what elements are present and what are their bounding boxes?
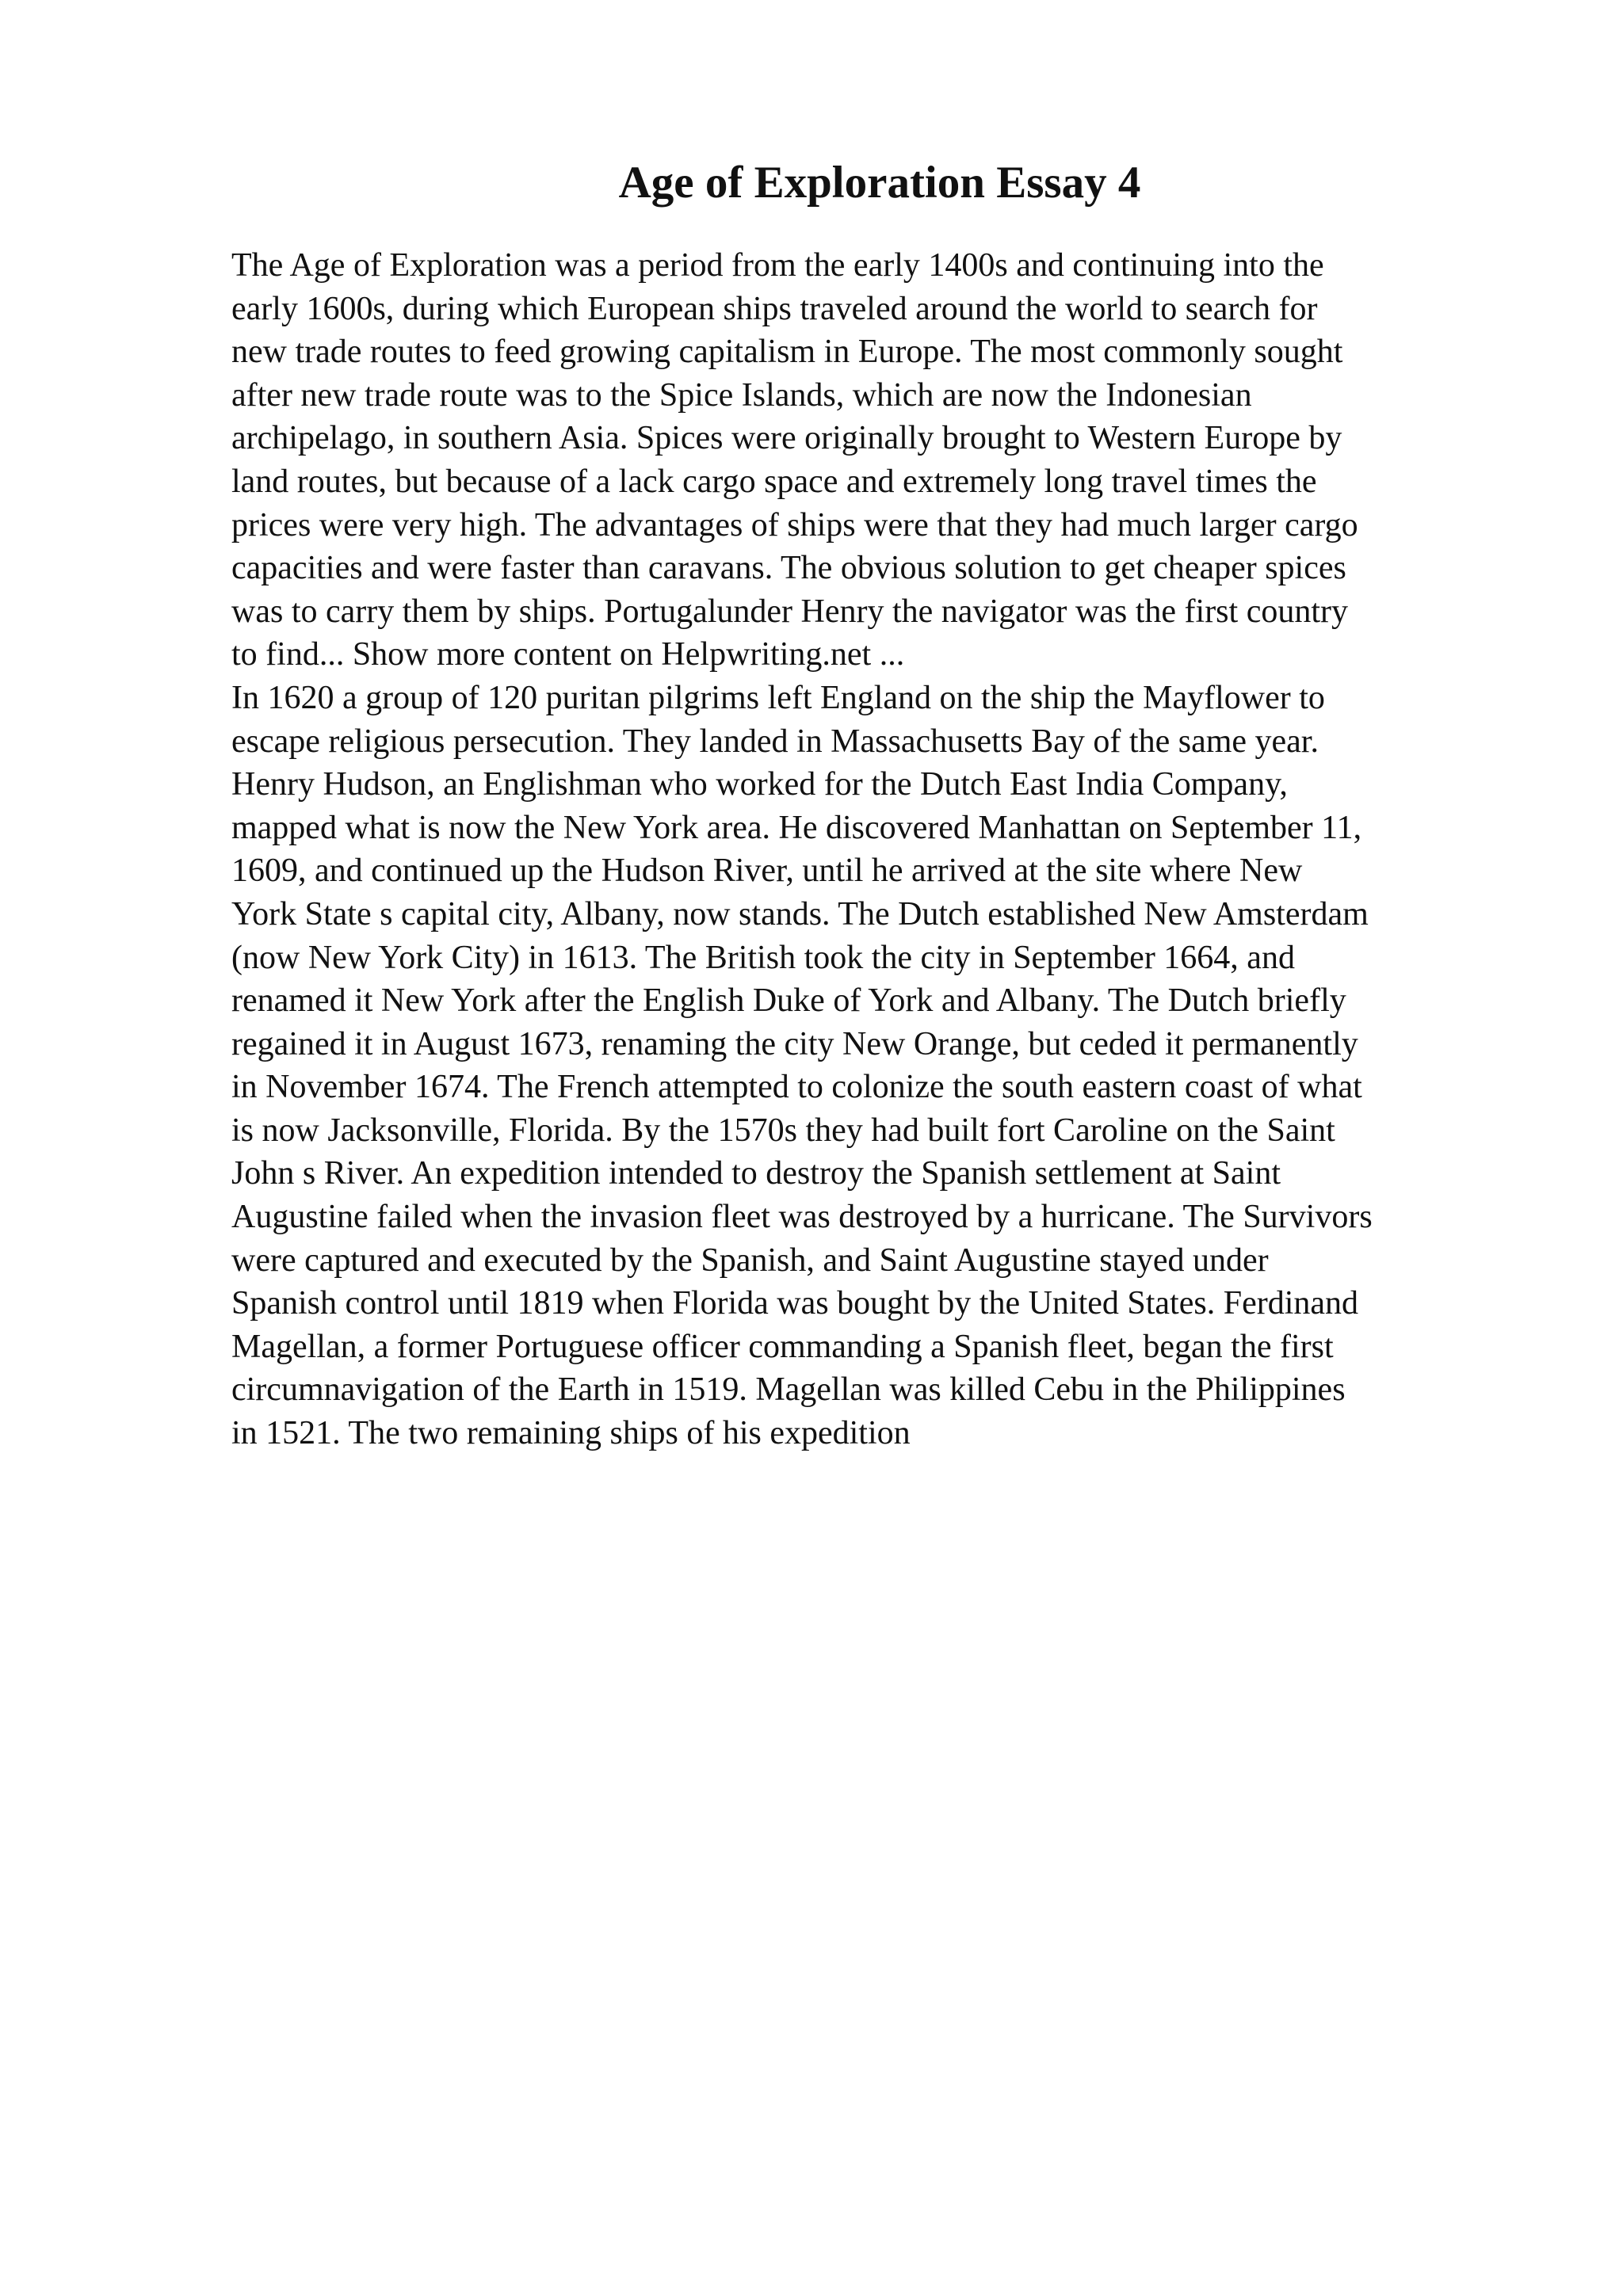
text-line: John s River. An expedition intended to destroy the Spanish settlement at Saint xyxy=(231,1155,1281,1192)
text-line: escape religious persecution. They landed in Massachusetts Bay of the same year. xyxy=(231,723,1319,760)
text-line: early 1600s, during which European ships traveled around the world to search for xyxy=(231,290,1318,327)
text-line: in 1521. The two remaining ships of his expedition xyxy=(231,1415,911,1452)
paragraph-2 xyxy=(231,677,1531,1455)
text-line: York State s capital city, Albany, now stands. The Dutch established New Amsterdam xyxy=(231,895,1369,933)
text-line: regained it in August 1673, renaming the city New Orange, but ceded it permanently xyxy=(231,1025,1358,1062)
text-line: archipelago, in southern Asia. Spices were originally brought to Western Europe by xyxy=(231,420,1342,457)
text-line: Magellan, a former Portuguese officer commanding a Spanish fleet, began the first xyxy=(231,1328,1334,1365)
text-line: (now New York City) in 1613. The British took the city in September 1664, and xyxy=(231,939,1295,976)
document-body xyxy=(231,244,1531,1455)
text-line: capacities and were faster than caravans. The obvious solution to get cheaper spices xyxy=(231,550,1346,587)
text-line: mapped what is now the New York area. He discovered Manhattan on September 11, xyxy=(231,809,1362,846)
text-line: renamed it New York after the English Duke of York and Albany. The Dutch briefly xyxy=(231,982,1346,1020)
text-line: is now Jacksonville, Florida. By the 1570s they had built fort Caroline on the Saint xyxy=(231,1112,1335,1149)
text-line: new trade routes to feed growing capitalism in Europe. The most commonly sought xyxy=(231,334,1343,371)
text-line: was to carry them by ships. Portugalunder Henry the navigator was the first country xyxy=(231,593,1348,630)
paragraph-1 xyxy=(231,244,1531,677)
document-title: Age of Exploration Essay 4 xyxy=(618,158,1141,208)
text-line: 1609, and continued up the Hudson River, until he arrived at the site where New xyxy=(231,852,1303,890)
text-line: prices were very high. The advantages of ships were that they had much larger cargo xyxy=(231,506,1358,543)
text-line: Spanish control until 1819 when Florida was bought by the United States. Ferdinand xyxy=(231,1285,1359,1322)
text-line: after new trade route was to the Spice Islands, which are now the Indonesian xyxy=(231,376,1252,414)
text-line: in November 1674. The French attempted to colonize the south eastern coast of what xyxy=(231,1069,1362,1106)
text-line: In 1620 a group of 120 puritan pilgrims left England on the ship the Mayflower to xyxy=(231,679,1325,716)
text-line: land routes, but because of a lack cargo space and extremely long travel times the xyxy=(231,463,1317,500)
text-line: circumnavigation of the Earth in 1519. Magellan was killed Cebu in the Philippines xyxy=(231,1371,1346,1409)
text-line: Henry Hudson, an Englishman who worked for the Dutch East India Company, xyxy=(231,766,1288,803)
text-line: The Age of Exploration was a period from the early 1400s and continuing into the xyxy=(231,247,1324,284)
text-line: Augustine failed when the invasion fleet was destroyed by a hurricane. The Survivors xyxy=(231,1199,1373,1236)
text-line: were captured and executed by the Spanish, and Saint Augustine stayed under xyxy=(231,1241,1269,1279)
text-line: to find... Show more content on Helpwriting.net ... xyxy=(231,636,905,673)
